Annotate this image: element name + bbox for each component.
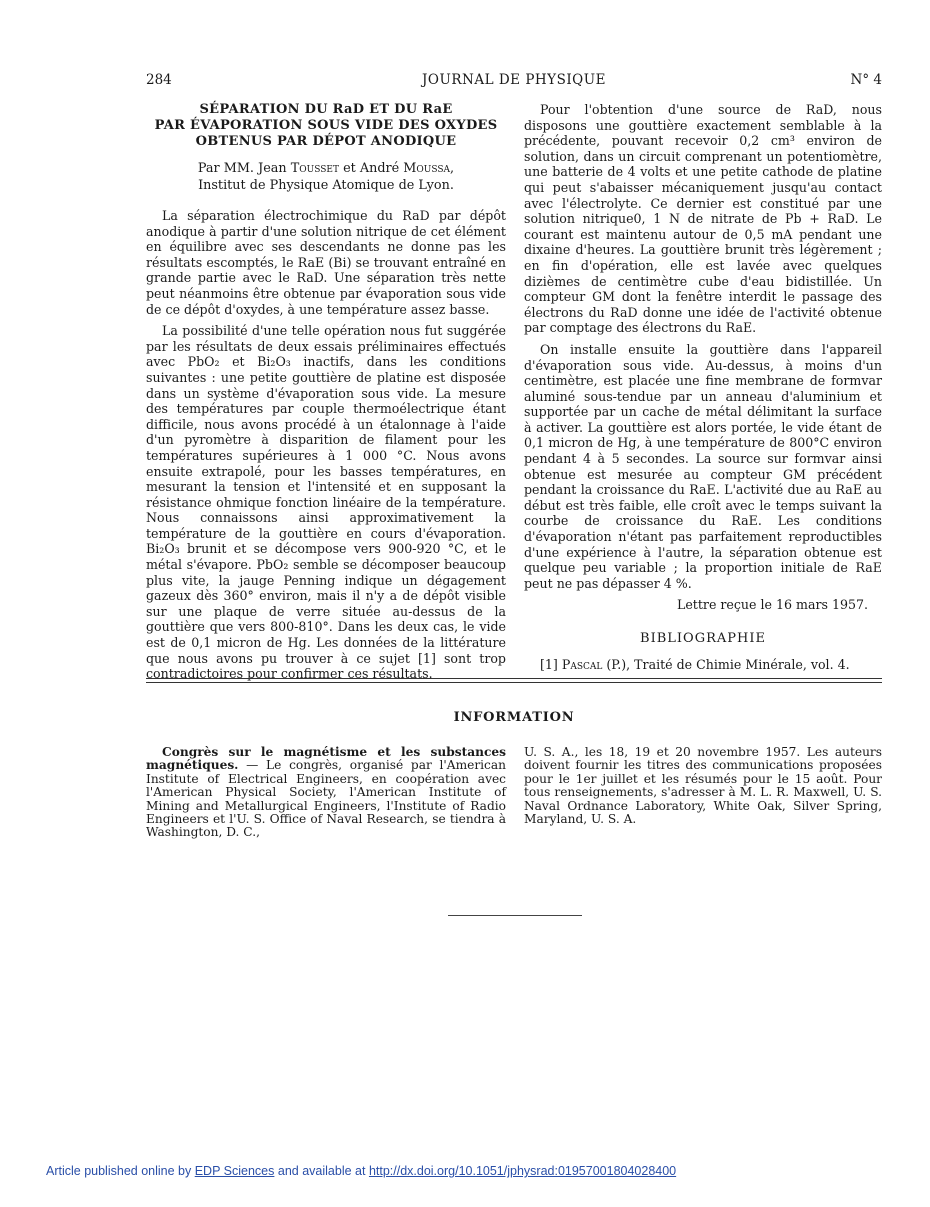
end-rule (448, 915, 582, 916)
information-lead: Congrès sur le magnétisme et les substances magnétiques. (146, 745, 506, 773)
doi-link[interactable]: http://dx.doi.org/10.1051/jphysrad:01957001804028400 (368, 1164, 677, 1178)
right-column (524, 102, 882, 678)
article-title (146, 102, 506, 150)
footer-middle: and available at (277, 1164, 366, 1178)
reference-author: Pascal (561, 656, 603, 672)
received-date: Lettre reçue le 16 mars 1957. (676, 597, 868, 613)
author-block (146, 160, 506, 194)
publication-footer (46, 1164, 676, 1178)
body-paragraph: Pour l'obtention d'une source de RaD, nous disposons une gouttière exactement semblable à la précédente, pouvant recevoir 0,2 cm³ environ de solution, dans un circuit comprenant un potentiomètre, une batterie de 4 volts et une petite cathode de platine qui peut s'abaisser mécaniquement jusqu'au contact avec l'électrolyte. Ce dernier est constitué par une solution nitrique0, 1 N de nitrate de Pb + RaD. Le courant est maintenu autour de 0,5 mA pendant une dixaine d'heures. La gouttière brunit très légèrement ; en fin d'opération, elle est lavée avec quelques dizièmes de centimètre cube d'eau bidistillée. Un compteur GM dont la fenêtre interdit le passage des électrons du RaD donne une idée de l'activité obtenue par comptage des électrons du RaE. (524, 102, 882, 336)
information-left-column (146, 746, 506, 840)
title-line: PAR ÉVAPORATION SOUS VIDE DES OXYDES (154, 118, 498, 133)
left-column (146, 102, 506, 688)
section-rule (146, 678, 882, 679)
byline-mid: et André (343, 161, 400, 176)
issue-number: N° 4 (850, 72, 882, 88)
bibliography-heading: BIBLIOGRAPHIE (640, 631, 766, 646)
journal-title: JOURNAL DE PHYSIQUE (422, 72, 606, 88)
body-paragraph: On installe ensuite la gouttière dans l'appareil d'évaporation sous vide. Au-dessus, à moins d'un centimètre, est placée une fine membrane de formvar aluminé sous-tendue par un anneau d'aluminium et supportée par un cache de métal délimitant la surface à activer. La gouttière est alors portée, le vide étant de 0,1 micron de Hg, à une température de 800°C environ pendant 4 à 5 secondes. La source sur formvar ainsi obtenue est mesurée au compteur GM précédent pendant la croissance du RaE. L'activité due au RaE au début est très faible, elle croît avec le temps suivant la courbe de croissance du RaE. Les conditions d'évaporation n'étant pas parfaitement reproductibles d'une expérience à l'autre, la séparation obtenue est quelque peu variable ; la proportion initiale de RaE peut ne pas dépasser 4 %. (524, 341, 882, 591)
author-surname: Tousset (290, 161, 339, 176)
information-paragraph (146, 746, 506, 840)
author-surname: Moussa, (403, 161, 455, 176)
footer-prefix: Article published online by (46, 1164, 192, 1178)
section-rule (146, 682, 882, 683)
body-paragraph: La séparation électrochimique du RaD par dépôt anodique à partir d'une solution nitrique de cet élément en équilibre avec ses descendants ne donne pas les résultats escomptés, le RaE (Bi) se trouvant entraîné en grande partie avec le RaD. Une séparation très nette peut néanmoins être obtenue par évaporation sous vide de ce dépôt d'oxydes, à une température assez basse. (146, 208, 506, 317)
body-paragraph: La possibilité d'une telle opération nous fut suggérée par les résultats de deux essais préliminaires effectués avec PbO₂ et Bi₂O₃ inactifs, dans les conditions suivantes : une petite gouttière de platine est disposée dans un système d'évaporation sous vide. La mesure des températures par couple thermoélectrique étant difficile, nous avons procédé à un étalonnage à l'aide d'un pyromètre à disparition de filament pour les températures supérieures à 1 000 °C. Nous avons ensuite extrapolé, pour les basses températures, en mesurant la tension et l'intensité et en supposant la résistance ohmique fonction linéaire de la température. Nous connaissons ainsi approximativement la température de la gouttière en cours d'évaporation. Bi₂O₃ brunit et se décompose vers 900-920 °C, et le métal s'évapore. PbO₂ semble se décomposer beaucoup plus vite, la jauge Penning indique un dégagement gazeux dès 360° environ, mais il n'y a de dépôt visible sur une plaque de verre située au-dessus de la gouttière que vers 800-810°. Dans les deux cas, le vide est de 0,1 micron de Hg. Les données de la littérature que nous avons pu trouver à ce sujet [1] sont trop contradictoires pour confirmer ces résultats. (146, 323, 506, 682)
title-line: OBTENUS PAR DÉPOT ANODIQUE (195, 134, 457, 149)
information-right-column (524, 746, 882, 826)
affiliation: Institut de Physique Atomique de Lyon. (198, 178, 454, 193)
information-paragraph: U. S. A., les 18, 19 et 20 novembre 1957. Les auteurs doivent fournir les titres des communications proposées pour le 1er juillet et les résumés pour le 15 août. Pour tous renseignements, s'adresser à M. L. R. Maxwell, U. S. Naval Ordnance Laboratory, White Oak, Silver Spring, Maryland, U. S. A. (524, 745, 882, 827)
reference-text: (P.), Traité de Chimie Minérale, vol. 4. (606, 656, 850, 672)
information-heading: INFORMATION (453, 710, 575, 725)
reference-number: [1] (540, 656, 558, 672)
reference-item (524, 657, 882, 673)
byline (146, 160, 506, 177)
page-number: 284 (146, 72, 172, 88)
publisher-link[interactable]: EDP Sciences (194, 1164, 275, 1178)
title-line: SÉPARATION DU RaD ET DU RaE (199, 102, 453, 117)
running-header (146, 72, 882, 90)
information-text: — Le congrès, organisé par l'American Institute of Electrical Engineers, en coopération avec l'American Physical Society, l'American Institute of Mining and Metallurgical Engineers, l'Institute of Radio Engineers et l'U. S. Office of Naval Research, se tiendra à Washington, D. C., (146, 758, 507, 840)
byline-prefix: Par MM. Jean (197, 161, 287, 176)
